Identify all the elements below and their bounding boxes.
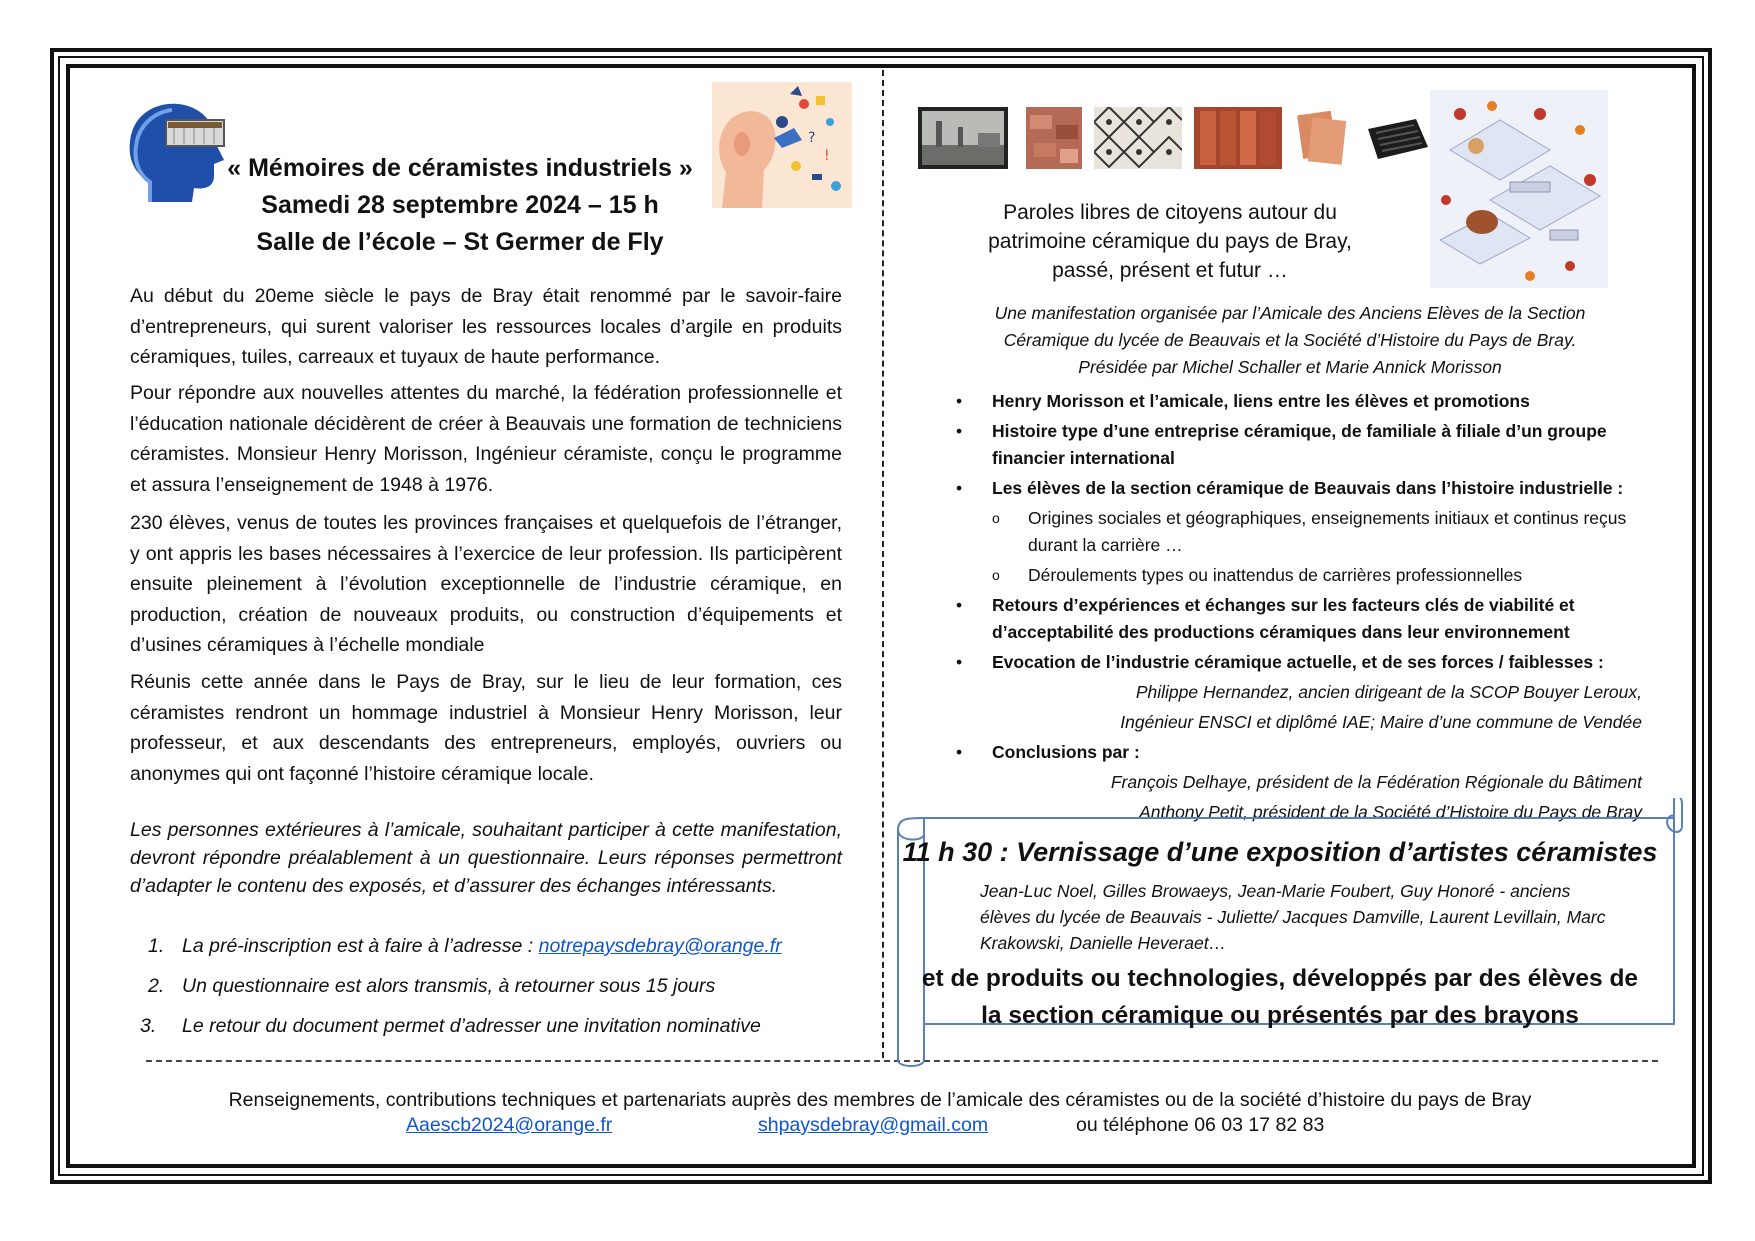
factory-process-icon: [1430, 90, 1608, 288]
program-item: • Evocation de l’industrie céramique actuelle, et de ses forces / faiblesses :: [952, 649, 1642, 676]
intro-paragraph: Au début du 20eme siècle le pays de Bray était renommé par le savoir-faire d’entrepreneurs, qui surent valoriser les ressources locales d’argile en produits céramiques, tuiles, carreaux et tuyaux de haute performance.: [130, 285, 842, 368]
students-paragraph: 230 élèves, venus de toutes les provinces françaises et quelquefois de l’étranger, y ont appris les bases nécessaires à l’exercice de leur profession. Ils participèrent ensuite pleinement à l’évolution exceptionnelle de l’industrie céramique, en production, création de nouveaux produits, ou construction d’équipements et d’usines céramiques à l’échelle mondiale: [130, 512, 842, 656]
products-line: et de produits ou technologies, développés par des élèves de: [921, 965, 1639, 992]
program-list: [952, 388, 1642, 829]
products-line: la section céramique ou présentés par des brayons: [981, 1002, 1579, 1029]
vernissage-block: [900, 832, 1660, 1034]
circle-bullet-icon: o: [992, 510, 1000, 526]
citizens-voices-block: Paroles libres de citoyens autour du patrimoine céramique du pays de Bray, passé, présent et futur …: [988, 201, 1352, 282]
formation-paragraph: Pour répondre aux nouvelles attentes du marché, la fédération professionnelle et l’éducation nationale décidèrent de créer à Beauvais une formation de techniciens céramistes. Monsieur Henry Morisson, Ingénieur céramiste, conçu le programme et assura l’enseignement de 1948 à 1976.: [130, 382, 842, 496]
svg-text:!: !: [824, 148, 830, 164]
bullet-icon: •: [956, 652, 963, 672]
artists-list: Jean-Luc Noel, Gilles Browaeys, Jean-Marie Foubert, Guy Honoré - anciens élèves du lycée de Beauvais - Juliette/ Jacques Damville, Laurent Levillain, Marc Krakowski, Danielle Heveraet…: [980, 881, 1606, 953]
bullet-icon: •: [956, 742, 963, 762]
step-item: 1. La pré-inscription est à faire à l’adresse : notrepaysdebray@orange.fr: [148, 935, 782, 957]
speaker-line: Ingénieur ENSCI et diplômé IAE; Maire d’une commune de Vendée: [1120, 712, 1642, 732]
factory-photo: [918, 107, 1008, 169]
step-item: 3. Le retour du document permet d’adresser une invitation nominative: [140, 1015, 761, 1037]
program-item: • Histoire type d’une entreprise céramique, de familiale à filiale d’un groupe financier international: [952, 418, 1642, 472]
bullet-icon: •: [956, 421, 963, 441]
program-subitem: o Déroulements types ou inattendus de carrières professionnelles: [952, 562, 1642, 589]
program-item: • Conclusions par :: [952, 739, 1642, 766]
program-item: • Les élèves de la section céramique de Beauvais dans l’histoire industrielle :: [952, 475, 1642, 502]
step-item: 2. Un questionnaire est alors transmis, à retourner sous 15 jours: [148, 975, 716, 997]
registration-steps: [140, 935, 860, 1055]
clay-pipes-photo: [1194, 107, 1282, 169]
circle-bullet-icon: o: [992, 567, 1000, 583]
organiser-block: Une manifestation organisée par l’Amicale des Anciens Elèves de la Section Céramique du lycée de Beauvais et la Société d’Histoire du Pays de Bray. Présidée par Michel Schaller et Marie Annick Morisson: [994, 303, 1586, 377]
amicale-email-link[interactable]: Aaescb2024@orange.fr: [406, 1114, 613, 1136]
bricks-photo: [1026, 107, 1082, 169]
bullet-icon: •: [956, 478, 963, 498]
phone-number: ou téléphone 06 03 17 82 83: [1076, 1114, 1325, 1136]
program-subitem: o Origines sociales et géographiques, enseignements initiaux et continus reçus durant la carrière …: [952, 505, 1642, 559]
svg-text:?: ?: [808, 130, 816, 146]
speaker-line: Philippe Hernandez, ancien dirigeant de la SCOP Bouyer Leroux,: [1135, 682, 1642, 702]
roof-tiles-photo: [1296, 107, 1348, 169]
event-title: « Mémoires de céramistes industriels »: [227, 154, 693, 182]
preregistration-email-link[interactable]: notrepaysdebray@orange.fr: [538, 935, 782, 957]
event-title-block: [190, 150, 730, 261]
tribute-paragraph: Réunis cette année dans le Pays de Bray, sur le lieu de leur formation, ces céramistes rendront un hommage industriel à Monsieur Henry Morisson, leur professeur, et aux descendants des entrepreneurs, employés, ouvriers ou anonymes qui ont façonné l’histoire céramique locale.: [130, 671, 842, 785]
external-participants-paragraph: Les personnes extérieures à l’amicale, souhaitant participer à cette manifestation, devront répondre préalablement à un questionnaire. Leurs réponses permettront d’adapter le contenu des exposés, et d’assurer des échanges intéressants.: [130, 819, 842, 897]
history-society-email-link[interactable]: shpaysdebray@gmail.com: [758, 1114, 989, 1136]
keyboard-photo: [1362, 107, 1432, 169]
speaker-line: Anthony Petit, président de la Société d’Histoire du Pays de Bray: [1139, 802, 1642, 822]
event-venue: Salle de l’école – St Germer de Fly: [256, 228, 664, 256]
vernissage-title: 11 h 30 : Vernissage d’une exposition d’artistes céramistes: [902, 837, 1658, 867]
footer-contacts: [400, 1114, 1400, 1144]
bullet-icon: •: [956, 391, 963, 411]
program-item: • Retours d’expériences et échanges sur les facteurs clés de viabilité et d’acceptabilité des productions céramiques dans leur environnement: [952, 592, 1642, 646]
thinking-head-icon: [712, 82, 852, 208]
footer-info: Renseignements, contributions techniques et partenariats auprès des membres de l’amicale des céramistes ou de la société d’histoire du pays de Bray: [228, 1089, 1532, 1111]
bullet-icon: •: [956, 595, 963, 615]
speaker-line: François Delhaye, président de la Fédération Régionale du Bâtiment: [1110, 772, 1642, 792]
event-date: Samedi 28 septembre 2024 – 15 h: [261, 191, 659, 219]
program-item: • Henry Morisson et l’amicale, liens entre les élèves et promotions: [952, 388, 1642, 415]
tiles-photo: [1094, 107, 1182, 169]
